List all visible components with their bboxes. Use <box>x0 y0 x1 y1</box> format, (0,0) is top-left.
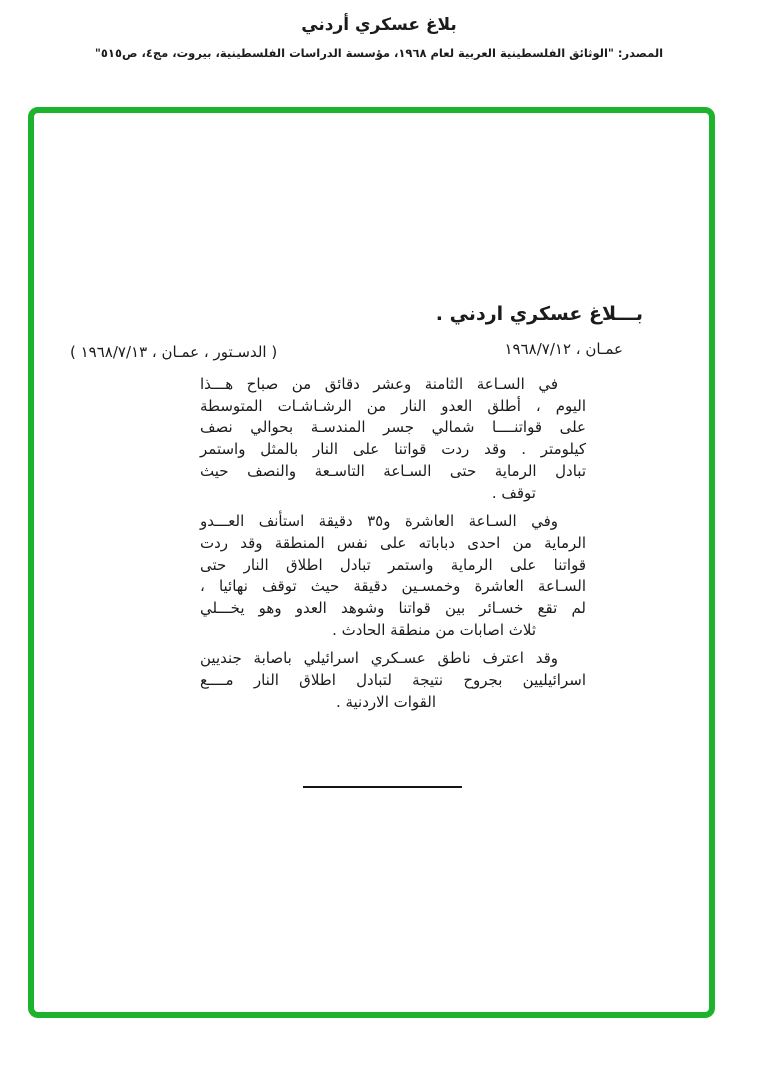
paragraph-line: اليوم ، أطلق العدو النار من الرشـاشـات المتوسطة <box>200 396 586 415</box>
paragraph-line: القوات الاردنية . <box>335 692 436 711</box>
paragraph-line: توقف . <box>491 483 536 502</box>
paragraph-line: الرماية من احدى دباباته على نفس المنطقة وقد ردت <box>200 533 586 552</box>
paragraph-line: على قواتنــــا شمالي جسر المندسـة بحوالي نصف <box>200 418 586 437</box>
paragraph-line: وقد اعترف ناطق عسـكري اسرائيلي باصابة جنديين <box>200 649 558 668</box>
end-of-document-rule <box>303 786 462 788</box>
scanned-document-frame <box>28 107 715 1018</box>
paragraph-line: تبادل الرماية حتى السـاعة التاسـعة والنصف حيث <box>200 461 586 480</box>
paragraph-line: قواتنا على الرماية واستمر تبادل اطلاق النار حتى <box>200 555 586 574</box>
paragraph-line: ثلاث اصابات من منطقة الحادث . <box>332 620 536 639</box>
paragraph <box>200 374 586 504</box>
document-title: بـــلاغ عسكري اردني . <box>435 303 643 325</box>
page-title: بلاغ عسكري أردني <box>301 15 457 35</box>
paragraph-line: اسرائيليين بجروح نتيجة لتبادل اطلاق النار مــــع <box>200 671 586 690</box>
source-citation-line: المصدر: "الوثائق الفلسطينية العربية لعام ١٩٦٨، مؤسسة الدراسات الفلسطينية، بيروت، مج٤، ص٥١٥" <box>94 46 664 60</box>
document-body <box>200 374 586 721</box>
paragraph-line: في السـاعة الثامنة وعشر دقائق من صباح هـــذا <box>200 375 558 393</box>
paragraph <box>200 511 586 641</box>
document-newspaper-citation: ( الدسـتور ، عمـان ، ١٩٦٨/٧/١٣ ) <box>70 343 278 361</box>
paragraph-line: لم تقع خسـائر بين قواتنا وشوهد العدو وهو يخـــلي <box>200 599 586 618</box>
document-dateline: عمـان ، ١٩٦٨/٧/١٢ <box>504 340 623 358</box>
paragraph-line: كيلومتر . وقد ردت قواتنا على النار بالمثل واستمر <box>200 440 586 459</box>
paragraph-line: السـاعة العاشرة وخمسـين دقيقة حيث توقف نهائيا ، <box>200 577 586 596</box>
paragraph <box>200 648 586 713</box>
paragraph-line: وفي السـاعة العاشرة و٣٥ دقيقة استأنف العـــدو <box>200 512 558 531</box>
